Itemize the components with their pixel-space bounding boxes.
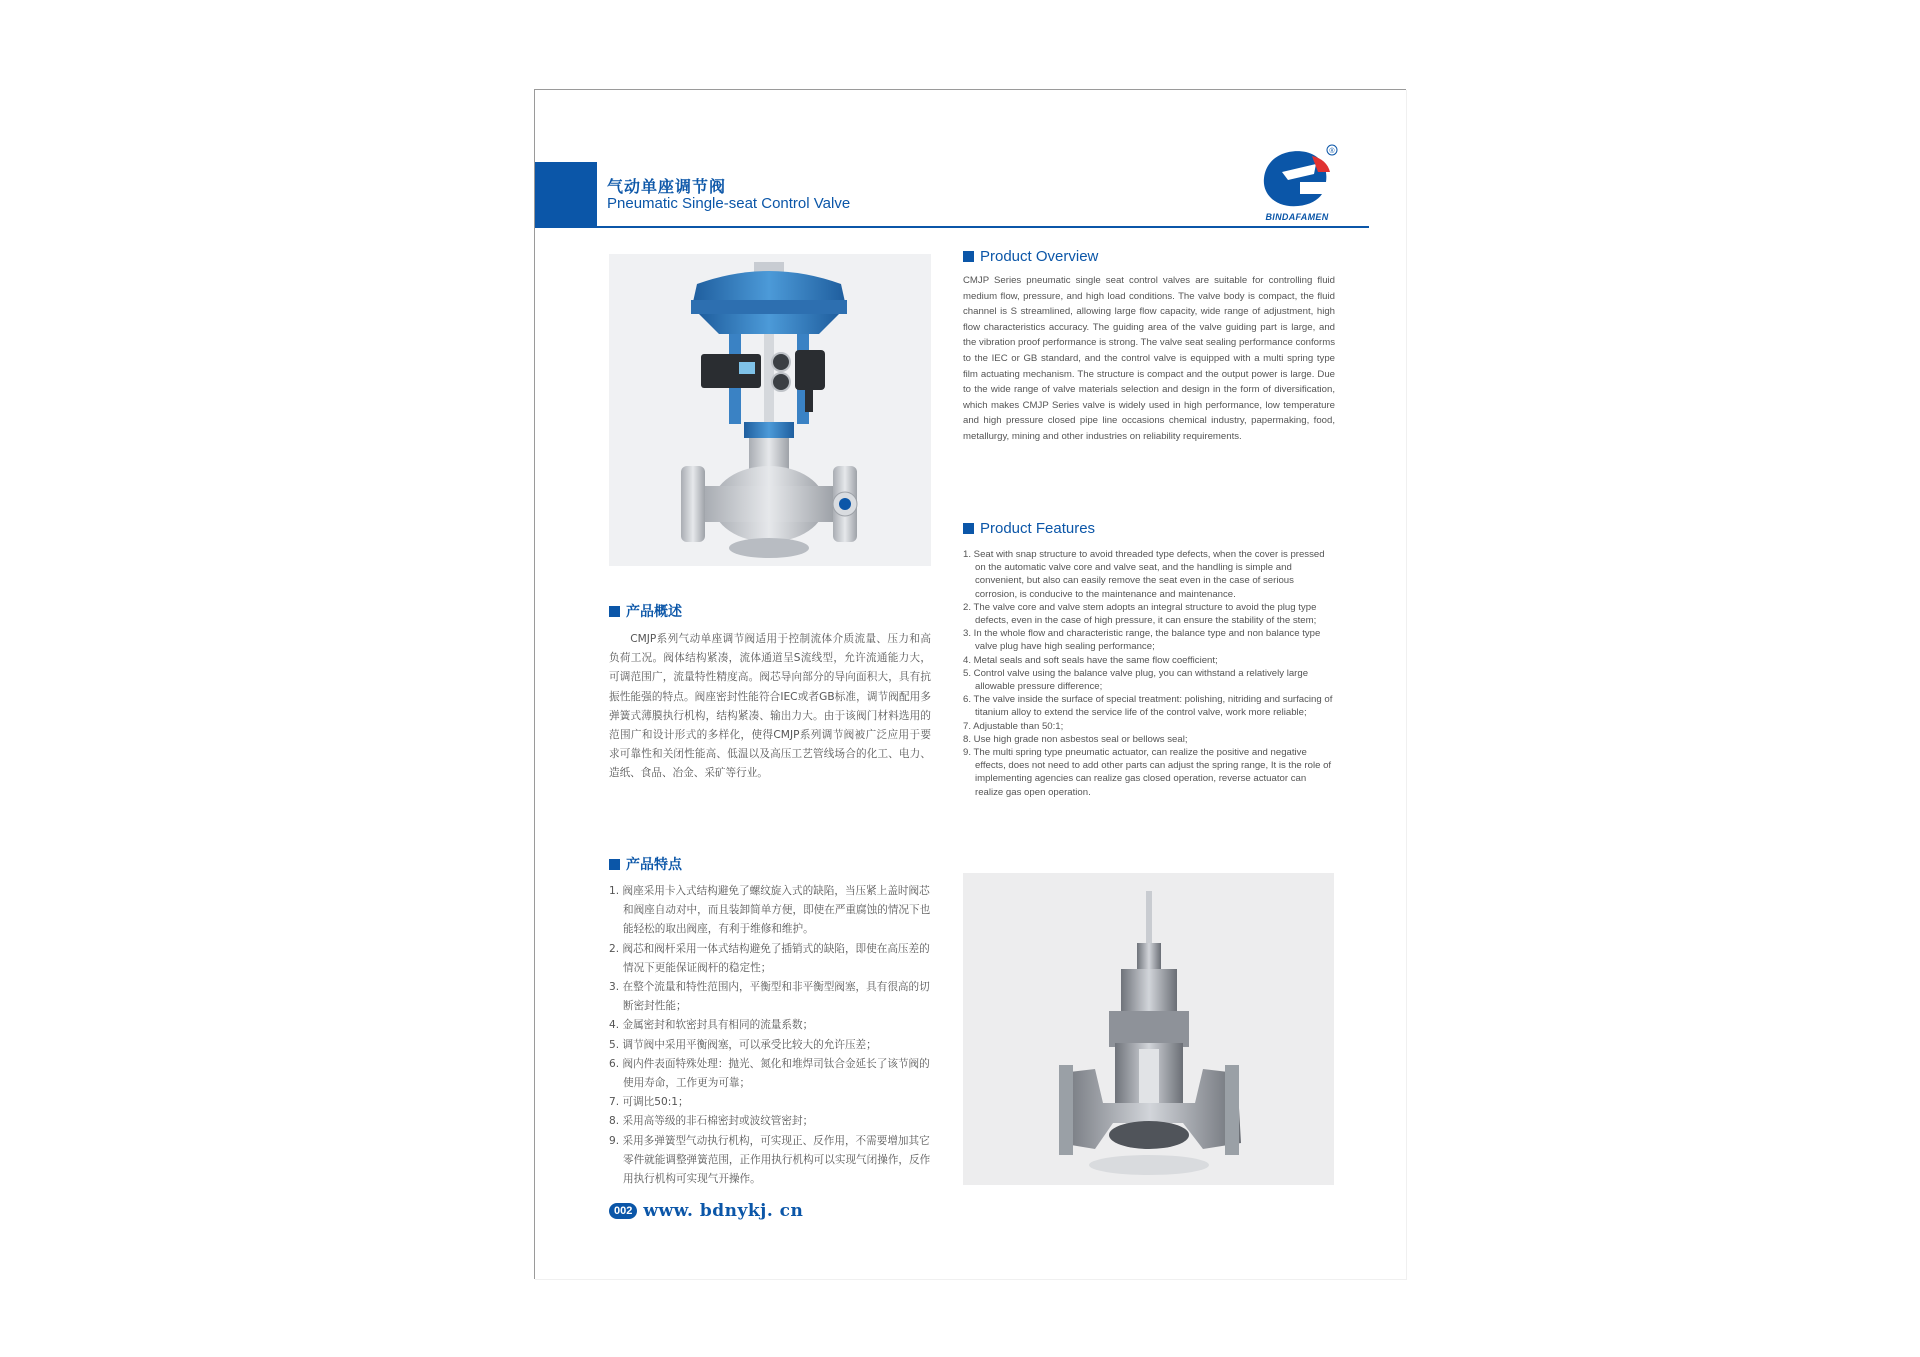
- list-item: 3. 在整个流量和特性范围内，平衡型和非平衡型阀塞，具有很高的切断密封性能；: [609, 981, 930, 1013]
- list-item: 8. Use high grade non asbestos seal or bellows seal;: [963, 733, 1188, 745]
- logo-mark-icon: [1252, 142, 1342, 212]
- brochure-page: [534, 89, 1406, 1279]
- list-item: 1. 阀座采用卡入式结构避免了螺纹旋入式的缺陷，当压紧上盖时阀芯和阀座自动对中，而且装卸简单方便，即使在严重腐蚀的情况下也能轻松的取出阀座，有利于维修和维护。: [609, 885, 931, 936]
- features-cn-list: [609, 882, 931, 1189]
- square-bullet-icon: [963, 251, 974, 262]
- square-bullet-icon: [963, 523, 974, 534]
- list-item: 4. 金属密封和软密封具有相同的流量系数；: [609, 1019, 814, 1032]
- company-logo: [1252, 142, 1342, 226]
- list-item: 7. Adjustable than 50:1;: [963, 720, 1064, 732]
- list-item: 7. 可调比50:1；: [609, 1096, 689, 1109]
- list-item: 2. The valve core and valve stem adopts an integral structure to avoid the plug type defects, even in the case of high pressure, it can ensure the stability of the stem;: [963, 601, 1317, 627]
- list-item: 8. 采用高等级的非石棉密封或波纹管密封；: [609, 1115, 814, 1128]
- list-item: 3. In the whole flow and characteristic range, the balance type and non balance type valve plug have high sealing performance;: [963, 628, 1321, 653]
- features-cn-heading: [609, 854, 682, 874]
- header-accent-block: [535, 162, 597, 228]
- title-english: Pneumatic Single-seat Control Valve: [607, 195, 851, 212]
- list-item: 2. 阀芯和阀杆采用一体式结构避免了插销式的缺陷，即使在高压差的情况下更能保证阀杆的稳定性；: [609, 942, 930, 974]
- square-bullet-icon: [609, 859, 620, 870]
- logo-text: BINDAFAMEN: [1265, 212, 1329, 222]
- svg-text:®: ®: [1329, 148, 1335, 155]
- header-divider: [597, 226, 1369, 228]
- title-chinese: 气动单座调节阀: [607, 177, 727, 196]
- product-features-heading: [963, 520, 1095, 537]
- list-item: 4. Metal seals and soft seals have the same flow coefficient;: [963, 654, 1218, 666]
- features-cn-heading-text: 产品特点: [626, 857, 682, 873]
- website-url[interactable]: www. bdnykj. cn: [643, 1201, 804, 1221]
- control-valve-image: [609, 254, 931, 566]
- list-item: 5. Control valve using the balance valve plug, you can withstand a relatively large allowable pressure difference;: [963, 667, 1309, 693]
- product-overview-body: CMJP Series pneumatic single seat control valves are suitable for controlling fluid medium flow, pressure, and high load conditions. The valve body is compact, the fluid channel is S streamlined, allowing large flow capacity, wide range of adjustment, high flow characteristics accuracy. The guiding area of the valve guiding part is large, and the vibration proof performance is strong. The valve seat sealing performance conforms to the IEC or GB standard, and the control valve is equipped with a multi spring type film actuating mechanism. The structure is compact and the output power is large. Due to the wide range of valve materials selection and design in the form of diversification, which makes CMJP Series valve is widely used in high performance, low temperature and high pressure closed pipe line occasions chemical industry, papermaking, food, metallurgy, mining and other industries on reliability requirements.: [963, 275, 1335, 442]
- list-item: 6. The valve inside the surface of special treatment: polishing, nitriding and surfacing of titanium alloy to extend the service life of the control valve, work more reliable;: [963, 694, 1333, 719]
- page-footer: [609, 1201, 803, 1221]
- list-item: 6. 阀内件表面特殊处理：抛光、氮化和堆焊司钛合金延长了该节阀的使用寿命，工作更为可靠；: [609, 1057, 930, 1090]
- valve-cutaway-image: [963, 873, 1334, 1185]
- page-number-badge: 002: [609, 1203, 637, 1219]
- square-bullet-icon: [609, 606, 620, 617]
- product-overview-heading: [963, 248, 1098, 265]
- product-overview-heading-text: Product Overview: [980, 248, 1099, 265]
- list-item: 1. Seat with snap structure to avoid threaded type defects, when the cover is pressed on the automatic valve core and valve seat, and the handling is simple and convenient, but also can easily remove the seat even in the case of serious corrosion, is conducive to the maintenance and maintenance.: [963, 549, 1325, 600]
- valve-cutaway-photo: [963, 873, 1334, 1185]
- product-features-heading-text: Product Features: [980, 520, 1096, 537]
- list-item: 9. The multi spring type pneumatic actuator, can realize the positive and negative effects, does not need to add other parts can adjust the spring range, It is the role of implementing agencies can realize gas closed operation, reverse actuator can realize gas open operation.: [963, 747, 1332, 798]
- list-item: 9. 采用多弹簧型气动执行机构，可实现正、反作用，不需要增加其它零件就能调整弹簧范围，正作用执行机构可以实现气闭操作，反作用执行机构可实现气开操作。: [609, 1134, 931, 1186]
- valve-product-photo: [609, 254, 931, 566]
- list-item: 5. 调节阀中采用平衡阀塞，可以承受比较大的允许压差；: [609, 1038, 877, 1051]
- overview-cn-heading: [609, 601, 682, 621]
- overview-cn-body: CMJP系列气动单座调节阀适用于控制流体介质流量、压力和高负荷工况。阀体结构紧凑，流体通道呈S流线型，允许流通能力大，可调范围广，流量特性精度高。阀芯导向部分的导向面积大，具有抗振性能强的特点。阀座密封性能符合IEC或者GB标准，调节阀配用多弹簧式薄膜执行机构，结构紧凑、输出力大。由于该阀门材料选用的范围广和设计形式的多样化，使得CMJP系列调节阀被广泛应用于要求可靠性和关闭性能高、低温以及高压工艺管线场合的化工、电力、造纸、食品、冶金、采矿等行业。: [609, 633, 931, 780]
- product-features-list: [963, 548, 1335, 799]
- overview-cn-heading-text: 产品概述: [626, 604, 682, 620]
